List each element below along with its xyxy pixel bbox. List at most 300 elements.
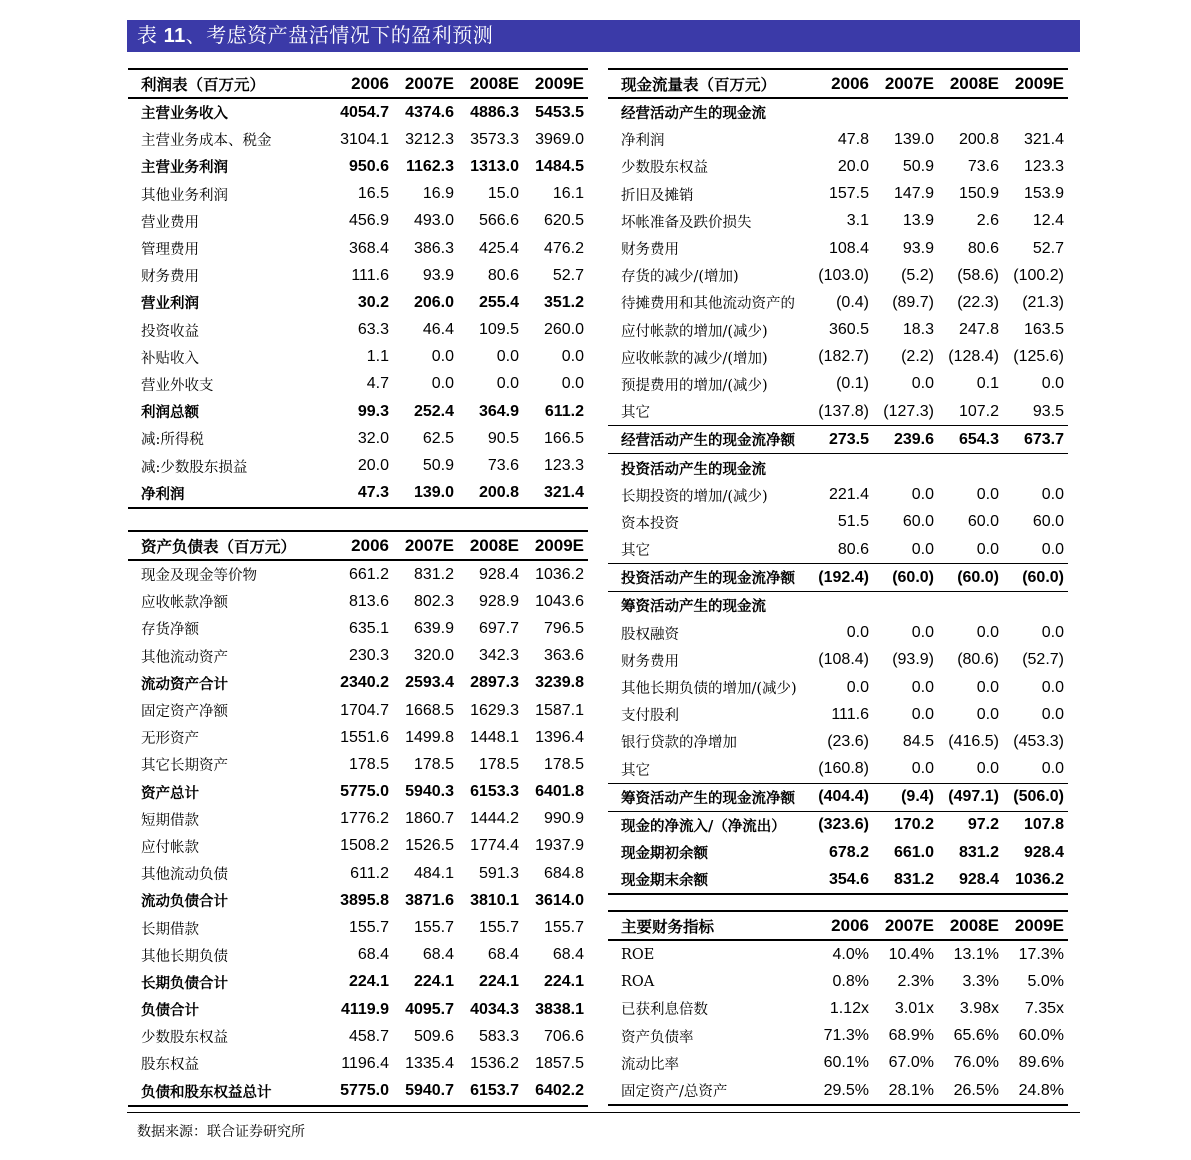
table-row <box>128 779 588 806</box>
cell-value: 990.9 <box>543 810 584 828</box>
cell-value: 661.2 <box>348 565 389 583</box>
cell-value: 13.1% <box>953 945 999 963</box>
cell-value: 20.0 <box>837 157 869 175</box>
row-label: 长期负债合计 <box>141 974 228 992</box>
cell-value <box>808 592 873 620</box>
cell-value: 16.9 <box>422 185 454 203</box>
table-row <box>128 398 588 425</box>
cell-value: 1.1 <box>366 348 389 366</box>
cell-value: (192.4) <box>808 564 873 592</box>
cell-value: 583.3 <box>478 1027 519 1045</box>
table-row <box>128 697 588 724</box>
table-row <box>608 235 1068 262</box>
cell-value: 111.6 <box>351 266 389 284</box>
cell-value: 0.0 <box>976 705 999 723</box>
row-label: 主营业务收入 <box>141 105 228 123</box>
cell-value: 0.0 <box>846 624 869 642</box>
cell-value: 108.4 <box>828 239 869 257</box>
cell-value: 60.0% <box>1018 1027 1064 1045</box>
cell-value: 831.2 <box>413 565 454 583</box>
cell-value: 13.9 <box>902 212 934 230</box>
table-row <box>608 153 1068 180</box>
cell-value: 239.6 <box>873 426 938 454</box>
cell-value: 678.2 <box>828 843 869 861</box>
cell-value: 1536.2 <box>470 1054 519 1072</box>
row-label: 支付股利 <box>621 708 679 725</box>
cell-value: 0.0 <box>911 624 934 642</box>
cell-value: 47.3 <box>328 480 393 508</box>
cell-value: 0.0 <box>976 540 999 558</box>
row-label: 营业费用 <box>141 214 199 231</box>
cell-value: 5940.7 <box>393 1078 458 1106</box>
cell-value: 2.6 <box>976 212 999 230</box>
cell-value: (0.1) <box>836 375 869 393</box>
cell-value: 3810.1 <box>470 891 519 909</box>
cell-value: 697.7 <box>478 619 519 637</box>
cell-value: 89.6% <box>1018 1054 1064 1072</box>
cell-value: 1335.4 <box>405 1054 454 1072</box>
cell-value: 20.0 <box>357 457 389 475</box>
cell-value <box>873 98 938 126</box>
cell-value: 73.6 <box>967 157 999 175</box>
cell-value: (506.0) <box>1003 783 1068 811</box>
cell-value: 80.6 <box>487 266 519 284</box>
header-row <box>128 531 588 560</box>
cell-value: 928.4 <box>478 565 519 583</box>
table-row <box>608 536 1068 564</box>
cell-value: 0.0 <box>976 678 999 696</box>
cell-value: 170.2 <box>873 811 938 839</box>
cell-value: (60.0) <box>873 564 938 592</box>
cell-value: (5.2) <box>901 266 934 284</box>
cell-value <box>1003 592 1068 620</box>
cell-value: 0.0 <box>1041 375 1064 393</box>
table-row <box>608 208 1068 235</box>
row-label: 其它长期资产 <box>141 758 228 775</box>
cell-value: 654.3 <box>938 426 1003 454</box>
cell-value: 0.0 <box>1041 705 1064 723</box>
title-text: 、考虑资产盘活情况下的盈利预测 <box>185 25 494 47</box>
cell-value: 661.0 <box>893 843 934 861</box>
table-row <box>128 560 588 588</box>
cell-value: 62.5 <box>422 429 454 447</box>
cell-value: (128.4) <box>948 348 999 366</box>
row-label: 存货净额 <box>141 622 199 639</box>
cell-value: 684.8 <box>543 864 584 882</box>
cell-value: 611.2 <box>544 402 584 420</box>
cell-value: (404.4) <box>808 783 873 811</box>
cell-value: 76.0% <box>953 1054 999 1072</box>
cell-value: 3.98x <box>959 999 999 1017</box>
cell-value: 60.0 <box>1032 513 1064 531</box>
cell-value: 107.2 <box>958 402 999 420</box>
cell-value: 1857.5 <box>535 1054 584 1072</box>
table-row <box>128 1023 588 1050</box>
table-row <box>128 98 588 126</box>
cell-value: 5940.3 <box>405 783 454 801</box>
cell-value: 67.0% <box>888 1054 934 1072</box>
table-row <box>608 995 1068 1022</box>
cell-value: 1499.8 <box>405 728 454 746</box>
cell-value: 0.0 <box>911 705 934 723</box>
bottom-rule <box>127 1112 1080 1113</box>
row-label: 负债合计 <box>141 1002 199 1020</box>
table-row <box>128 235 588 262</box>
cell-value: 928.9 <box>478 592 519 610</box>
cell-value: 52.7 <box>552 266 584 284</box>
row-label: 营业利润 <box>141 295 199 313</box>
cell-value: 155.7 <box>348 919 389 937</box>
table-row <box>608 839 1068 866</box>
row-label: 经营活动产生的现金流净额 <box>608 426 808 454</box>
cell-value: 2006 <box>808 69 873 98</box>
cell-value: 1484.5 <box>535 157 584 175</box>
row-label: 短期借款 <box>141 812 199 829</box>
cell-value: 155.7 <box>478 919 519 937</box>
cell-value: 1937.9 <box>535 837 584 855</box>
cell-value: 93.5 <box>1032 402 1064 420</box>
cell-value: (93.9) <box>892 651 934 669</box>
row-label: 其它 <box>621 405 650 422</box>
cell-value: 68.9% <box>888 1027 934 1045</box>
row-label: 利润总额 <box>141 404 199 422</box>
cell-value: 2897.3 <box>470 674 519 692</box>
cell-value: 150.9 <box>958 185 999 203</box>
cell-value: 224.1 <box>478 973 519 991</box>
cell-value: 224.1 <box>413 973 454 991</box>
cell-value: 73.6 <box>487 457 519 475</box>
cell-value: 3573.3 <box>470 130 519 148</box>
cell-value: 425.4 <box>478 239 519 257</box>
cell-value: 153.9 <box>1023 185 1064 203</box>
row-label: 现金流量表（百万元） <box>608 69 808 98</box>
table-row <box>608 98 1068 126</box>
cell-value: 1551.6 <box>340 728 389 746</box>
header-row <box>128 69 588 98</box>
cell-value: 2008E <box>458 69 523 98</box>
table-row <box>128 208 588 235</box>
cell-value: 3969.0 <box>535 130 584 148</box>
table-row <box>128 914 588 941</box>
cell-value: 2007E <box>393 69 458 98</box>
table-row <box>128 942 588 969</box>
cell-value: 0.0 <box>1041 678 1064 696</box>
row-label: 应收帐款净额 <box>141 595 228 612</box>
row-label: 其他流动资产 <box>141 649 228 666</box>
cell-value: (182.7) <box>818 348 869 366</box>
cell-value: 509.6 <box>413 1027 454 1045</box>
cell-value: 0.0 <box>496 375 519 393</box>
table-row <box>608 866 1068 894</box>
cell-value: (60.0) <box>1003 564 1068 592</box>
cell-value: 1704.7 <box>340 701 389 719</box>
cell-value: 386.3 <box>413 239 454 257</box>
cell-value: 63.3 <box>357 321 389 339</box>
cell-value: 639.9 <box>413 619 454 637</box>
cell-value: 221.4 <box>828 486 869 504</box>
table-row <box>128 153 588 180</box>
cell-value: 796.5 <box>543 619 584 637</box>
table-row <box>128 751 588 778</box>
cell-value <box>808 98 873 126</box>
row-label: 少数股东权益 <box>621 160 708 177</box>
row-label: 负债和股东权益总计 <box>128 1078 328 1106</box>
cell-value: 342.3 <box>478 647 519 665</box>
table-row <box>128 588 588 615</box>
row-label: 筹资活动产生的现金流净额 <box>608 783 808 811</box>
cell-value: 155.7 <box>543 919 584 937</box>
cell-value: 1629.3 <box>470 701 519 719</box>
cell-value: 60.0 <box>967 513 999 531</box>
table-row <box>608 344 1068 371</box>
cell-value: 273.5 <box>808 426 873 454</box>
cell-value: 2009E <box>523 69 588 98</box>
cell-value: 47.8 <box>837 130 869 148</box>
cell-value: 111.6 <box>831 705 869 723</box>
cell-value: 71.3% <box>823 1027 869 1045</box>
cell-value: 15.0 <box>487 185 519 203</box>
balance-sheet-table <box>128 530 588 1107</box>
cell-value: 363.6 <box>543 647 584 665</box>
table-row <box>608 592 1068 620</box>
cell-value: 123.3 <box>543 457 584 475</box>
cell-value: (21.3) <box>1022 293 1064 311</box>
cell-value: 109.5 <box>478 321 519 339</box>
cell-value: (22.3) <box>957 293 999 311</box>
row-label: 其他业务利润 <box>141 187 228 204</box>
cell-value: 90.5 <box>487 429 519 447</box>
cell-value <box>1003 98 1068 126</box>
table-row <box>608 509 1068 536</box>
cell-value: 0.0 <box>911 760 934 778</box>
cell-value: 1036.2 <box>1003 866 1068 894</box>
table-title <box>127 20 1080 52</box>
row-label: 减:少数股东损益 <box>141 459 248 476</box>
key-ratios-table <box>608 910 1068 1106</box>
cell-value: 200.8 <box>458 480 523 508</box>
cell-value: 2009E <box>1003 911 1068 940</box>
cell-value: (52.7) <box>1022 651 1064 669</box>
row-label: 营业外收支 <box>141 377 214 394</box>
cell-value: 52.7 <box>1032 239 1064 257</box>
cell-value: 155.7 <box>413 919 454 937</box>
cell-value: 17.3% <box>1018 945 1064 963</box>
cell-value: 0.0 <box>911 486 934 504</box>
row-label: 现金及现金等价物 <box>141 568 257 585</box>
cell-value: 2007E <box>873 911 938 940</box>
row-label: 其它 <box>621 762 650 779</box>
cell-value: 0.0 <box>911 375 934 393</box>
cell-value: 4119.9 <box>340 1000 389 1018</box>
cell-value: 3871.6 <box>405 891 454 909</box>
title-prefix: 表 <box>137 25 164 47</box>
cell-value: 2006 <box>328 69 393 98</box>
row-label: 其他长期负债的增加/(减少) <box>621 681 797 698</box>
table-row <box>128 833 588 860</box>
row-label: 待摊费用和其他流动资产的 <box>621 296 795 313</box>
cell-value <box>808 454 873 482</box>
cell-value: 5775.0 <box>328 1078 393 1106</box>
row-label: 已获利息倍数 <box>621 1002 708 1019</box>
row-label: 流动资产合计 <box>141 675 228 693</box>
cell-value <box>873 592 938 620</box>
cell-value: 93.9 <box>902 239 934 257</box>
cell-value: (89.7) <box>892 293 934 311</box>
cell-value: 3.01x <box>894 999 934 1017</box>
table-row <box>128 887 588 914</box>
cell-value: 178.5 <box>348 755 389 773</box>
cell-value: 99.3 <box>357 402 389 420</box>
row-label: 主营业务利润 <box>141 159 228 177</box>
cash-flow-table <box>608 68 1068 895</box>
table-row <box>608 126 1068 153</box>
cell-value: 458.7 <box>348 1027 389 1045</box>
header-row <box>608 69 1068 98</box>
cell-value: 68.4 <box>357 946 389 964</box>
row-label: ROA <box>621 973 655 990</box>
cell-value: (80.6) <box>957 651 999 669</box>
cell-value: 5775.0 <box>340 783 389 801</box>
cell-value: 4886.3 <box>470 103 519 121</box>
row-label: 应付帐款的增加/(减少) <box>621 323 768 340</box>
table-row <box>608 647 1068 674</box>
cell-value: 3104.1 <box>340 130 389 148</box>
cell-value: 0.8% <box>832 972 869 990</box>
cell-value: (9.4) <box>873 783 938 811</box>
table-row <box>608 701 1068 728</box>
source-note: 数据来源：联合证券研究所 <box>137 1124 305 1140</box>
cell-value: 928.4 <box>1023 843 1064 861</box>
cell-value: 1162.3 <box>405 157 454 175</box>
cell-value: (453.3) <box>1013 732 1064 750</box>
row-label: 应付帐款 <box>141 839 199 856</box>
row-label: 投资活动产生的现金流 <box>608 454 808 482</box>
table-row <box>128 480 588 508</box>
cell-value: 1776.2 <box>340 810 389 828</box>
table-row <box>608 674 1068 701</box>
row-label: 坏帐准备及跌价损失 <box>621 214 752 231</box>
cell-value: 65.6% <box>953 1027 999 1045</box>
cell-value: 107.8 <box>1003 811 1068 839</box>
table-row <box>608 620 1068 647</box>
cell-value: 1.12x <box>829 999 869 1017</box>
row-label: 无形资产 <box>141 731 199 748</box>
row-label: 资产负债表（百万元） <box>128 531 328 560</box>
cell-value: 123.3 <box>1023 157 1064 175</box>
table-row <box>128 126 588 153</box>
cell-value: 139.0 <box>893 130 934 148</box>
row-label: 应收帐款的减少/(增加) <box>621 350 768 367</box>
cell-value: 1396.4 <box>535 728 584 746</box>
row-label: 现金期初余额 <box>621 845 708 863</box>
cell-value: 5.0% <box>1027 972 1064 990</box>
cell-value: 0.0 <box>911 540 934 558</box>
table-row <box>128 344 588 371</box>
row-label: 补贴收入 <box>141 350 199 367</box>
cell-value: 4.0% <box>832 945 869 963</box>
cell-value: 147.9 <box>893 185 934 203</box>
cell-value: (58.6) <box>957 266 999 284</box>
cell-value: 0.0 <box>846 678 869 696</box>
cell-value: 321.4 <box>523 480 588 508</box>
cell-value: 30.2 <box>357 293 389 311</box>
cell-value: 2008E <box>458 531 523 560</box>
row-label: 主营业务成本、税金 <box>141 133 272 150</box>
row-label: ROE <box>621 946 655 963</box>
table-row <box>608 482 1068 509</box>
cell-value: 2008E <box>938 69 1003 98</box>
cell-value: 706.6 <box>543 1027 584 1045</box>
table-row <box>608 756 1068 784</box>
cell-value: 51.5 <box>837 513 869 531</box>
row-label: 固定资产净额 <box>141 704 228 721</box>
cell-value: 950.6 <box>348 157 389 175</box>
cell-value: 1313.0 <box>470 157 519 175</box>
cell-value: 1196.4 <box>341 1054 389 1072</box>
cell-value: 456.9 <box>348 212 389 230</box>
cell-value: 7.35x <box>1024 999 1064 1017</box>
cell-value: 476.2 <box>543 239 584 257</box>
cell-value: 1668.5 <box>405 701 454 719</box>
cell-value: 247.8 <box>958 321 999 339</box>
cell-value: 5453.5 <box>535 103 584 121</box>
row-label: 资本投资 <box>621 515 679 532</box>
cell-value: 3.1 <box>846 212 869 230</box>
cell-value: 29.5% <box>808 1077 873 1105</box>
row-label: 管理费用 <box>141 242 199 259</box>
table-row <box>128 615 588 642</box>
table-row <box>608 181 1068 208</box>
table-row <box>128 289 588 316</box>
cell-value: (127.3) <box>883 402 934 420</box>
row-label: 固定资产/总资产 <box>608 1077 808 1105</box>
row-label: 主要财务指标 <box>608 911 808 940</box>
cell-value: 0.1 <box>976 375 999 393</box>
cell-value: 620.5 <box>543 212 584 230</box>
cell-value: 12.4 <box>1032 212 1064 230</box>
row-label: 流动负债合计 <box>141 893 228 911</box>
row-label: 净利润 <box>128 480 328 508</box>
cell-value <box>938 98 1003 126</box>
cell-value: 0.0 <box>1041 760 1064 778</box>
cell-value: 224.1 <box>348 973 389 991</box>
table-row <box>608 940 1068 968</box>
table-row <box>128 643 588 670</box>
cell-value: 68.4 <box>422 946 454 964</box>
cell-value: 3239.8 <box>535 674 584 692</box>
cell-value: 0.0 <box>976 486 999 504</box>
row-label: 股东权益 <box>141 1057 199 1074</box>
cell-value: 1774.4 <box>470 837 519 855</box>
cell-value: 928.4 <box>938 866 1003 894</box>
cell-value: 3895.8 <box>340 891 389 909</box>
cell-value: 50.9 <box>422 457 454 475</box>
cell-value: 200.8 <box>958 130 999 148</box>
row-label: 资产总计 <box>141 784 199 802</box>
table-row <box>608 1050 1068 1077</box>
cell-value: 224.1 <box>543 973 584 991</box>
cell-value: 673.7 <box>1003 426 1068 454</box>
cell-value: 1587.1 <box>535 701 584 719</box>
cell-value: (60.0) <box>938 564 1003 592</box>
cell-value: (2.2) <box>901 348 934 366</box>
cell-value <box>938 454 1003 482</box>
cell-value: 80.6 <box>967 239 999 257</box>
cell-value: 68.4 <box>552 946 584 964</box>
cell-value: 80.6 <box>837 540 869 558</box>
table-row <box>128 452 588 479</box>
row-label: 净利润 <box>621 133 665 150</box>
